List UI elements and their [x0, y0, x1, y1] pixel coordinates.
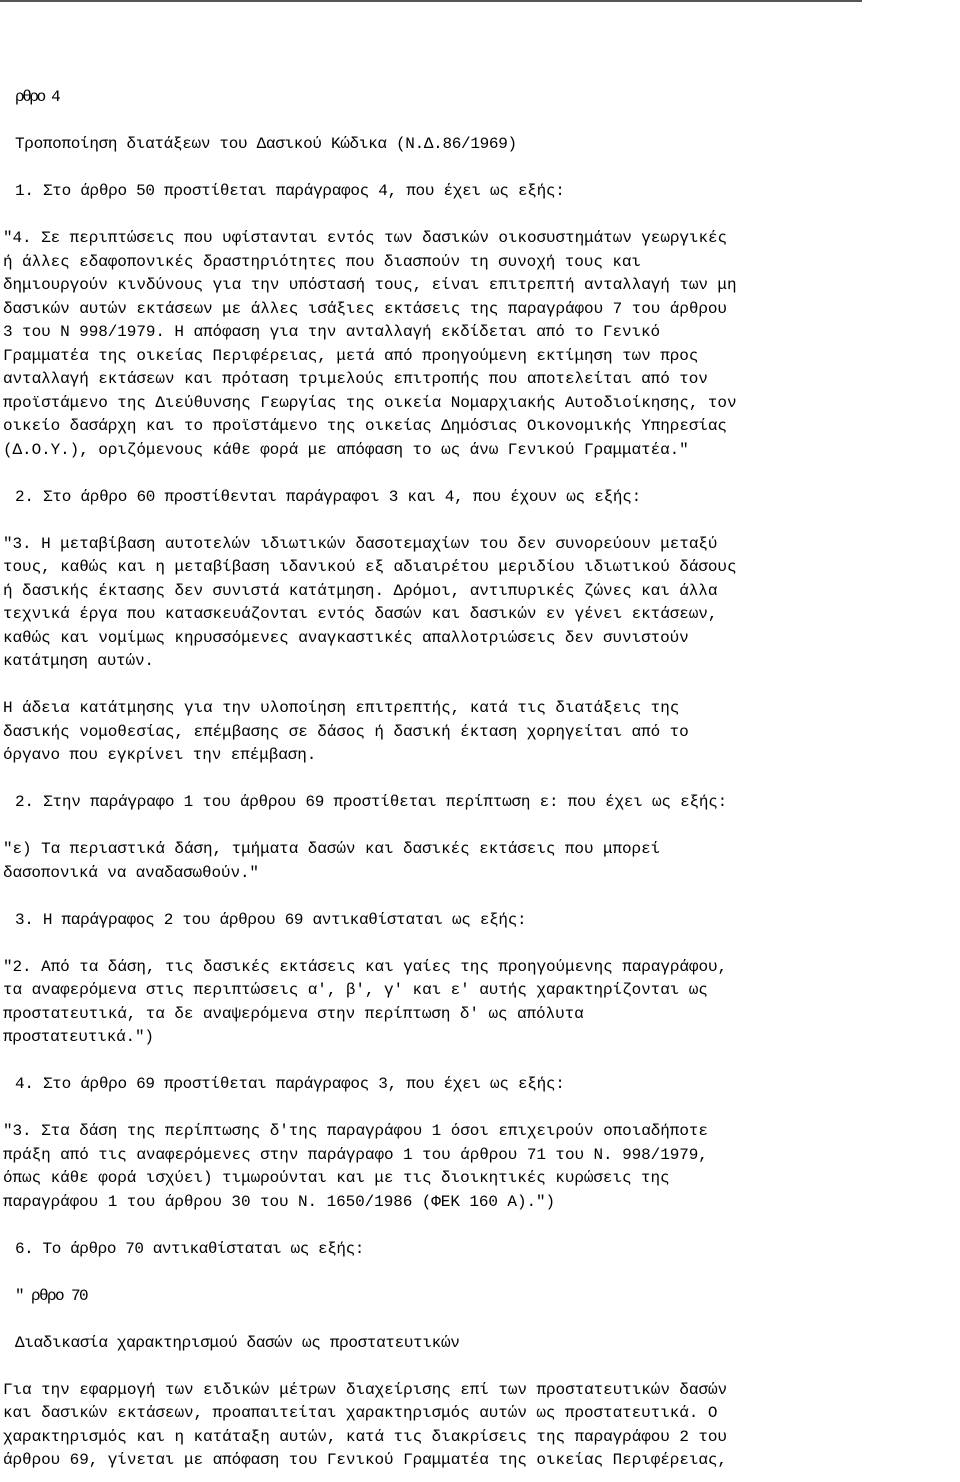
text-line: και δασικών εκτάσεων, προαπαιτείται χαρακτηρισμός αυτών ως προστατευτικά. Ο [3, 1404, 718, 1422]
text-line: δασικής νομοθεσίας, επέμβασης σε δάσος ή δασική έκταση χορηγείται από το [3, 722, 689, 741]
text-line: προστατευτικά.") [3, 1028, 154, 1046]
top-divider [0, 0, 862, 2]
paragraph [3, 486, 960, 510]
text-line: όργανο που εγκρίνει την επέμβαση. [3, 746, 317, 764]
text-line: δασοπονικά να αναδασωθούν." [3, 863, 259, 882]
paragraph [3, 133, 960, 157]
text-line: Γραμματέα της οικείας Περιφέρειας, μετά από προηγούμενη εκτίμηση των προς [3, 346, 699, 365]
paragraph [3, 1120, 960, 1214]
text-line: (Δ.Ο.Υ.), οριζόμενους κάθε φορά με απόφαση το ως άνω Γενικού Γραμματέα." [3, 440, 689, 459]
text-line: "3. Στα δάση της περίπτωσης δ'της παραγράφου 1 όσοι επιχειρούν οποιαδήποτε [3, 1122, 708, 1140]
text-line: "2. Από τα δάση, τις δασικές εκτάσεις και γαίες της προηγούμενης παραγράφου, [3, 957, 728, 976]
paragraph-gap [3, 110, 960, 134]
paragraph-gap [3, 204, 960, 228]
text-line: πράξη από τις αναφερόμενες στην παράγραφο 1 του άρθρου 71 του Ν. 998/1979, [3, 1145, 708, 1164]
paragraph-gap [3, 157, 960, 181]
paragraph-gap [3, 1355, 960, 1379]
paragraph [3, 1238, 960, 1262]
paragraph-gap [3, 509, 960, 533]
document-body [3, 86, 960, 1473]
paragraph-gap [3, 674, 960, 698]
paragraph-gap [3, 885, 960, 909]
text-line: όπως κάθε φορά ισχύει) τιμωρούνται και με τις διοικητικές κυρώσεις της [3, 1169, 670, 1187]
paragraph-gap [3, 932, 960, 956]
text-line: δασικών αυτών εκτάσεων με άλλες ισάξιες εκτάσεις της παραγράφου 7 του άρθρου [3, 299, 727, 318]
text-line: " ρθρο 70 [15, 1286, 87, 1305]
paragraph [3, 227, 960, 462]
text-line: τα αναφερόμενα στις περιπτώσεις α', β', γ' και ε' αυτής χαρακτηρίζονται ως [3, 981, 708, 999]
paragraph-gap [3, 1050, 960, 1074]
text-line: "ε) Τα περιαστικά δάση, τμήματα δασών και δασικές εκτάσεις που μπορεί [3, 840, 661, 858]
paragraph-gap [3, 815, 960, 839]
text-line: προϊστάμενο της Διεύθυνσης Γεωργίας της οικεία Νομαρχιακής Αυτοδιοίκησης, τον [3, 393, 737, 412]
text-line: 1. Στο άρθρο 50 προστίθεται παράγραφος 4, που έχει ως εξής: [15, 182, 565, 200]
paragraph-gap [3, 1097, 960, 1121]
text-line: 4. Στο άρθρο 69 προστίθεται παράγραφος 3, που έχει ως εξής: [15, 1075, 565, 1093]
text-line: ή δασικής έκτασης δεν συνιστά κατάτμηση. Δρόμοι, αντιπυρικές ζώνες και άλλα [3, 581, 718, 600]
paragraph [3, 697, 960, 768]
text-line: 6. Το άρθρο 70 αντικαθίσταται ως εξής: [15, 1239, 364, 1258]
text-line: οικείο δασάρχη και το προϊστάμενο της οικείας Δημόσιας Οικονομικής Υπηρεσίας [3, 417, 727, 435]
text-line: ή άλλες εδαφοπονικές δραστηριότητες που διασπούν τη συνοχή τους και [3, 252, 641, 271]
text-line: προστατευτικά, τα δε αναψερόμενα στην περίπτωση δ' ως απόλυτα [3, 1004, 584, 1023]
text-line: Για την εφαρμογή των ειδικών μέτρων διαχείρισης επί των προστατευτικών δασών [3, 1380, 728, 1399]
text-line: 3 του Ν 998/1979. Η απόφαση για την ανταλλαγή εκδίδεται από το Γενικό [3, 323, 661, 341]
paragraph [3, 1285, 960, 1309]
text-line: ανταλλαγή εκτάσεων και πρόταση τριμελούς επιτροπής που αποτελείται από τον [3, 370, 708, 388]
text-line: 2. Στο άρθρο 60 προστίθενται παράγραφοι 3 και 4, που έχουν ως εξής: [15, 487, 641, 506]
paragraph [3, 86, 960, 110]
paragraph [3, 1379, 960, 1473]
paragraph-gap [3, 1261, 960, 1285]
paragraph [3, 909, 960, 933]
text-line: άρθρου 69, γίνεται με απόφαση του Γενικού Γραμματέα της οικείας Περιφέρειας, [3, 1451, 727, 1469]
paragraph [3, 838, 960, 885]
paragraph [3, 791, 960, 815]
paragraph [3, 1073, 960, 1097]
paragraph-gap [3, 462, 960, 486]
paragraph [3, 1332, 960, 1356]
text-line: ρθρο 4 [15, 88, 59, 106]
text-line: Η άδεια κατάτμησης για την υλοποίηση επιτρεπτής, κατά τις διατάξεις της [3, 699, 680, 717]
paragraph [3, 533, 960, 674]
text-line: Διαδικασία χαρακτηρισμού δασών ως προστατευτικών [15, 1333, 460, 1352]
text-line: "4. Σε περιπτώσεις που υφίστανται εντός των δασικών οικοσυστημάτων γεωργικές [3, 229, 728, 247]
text-line: δημιουργούν κινδύνους για την υπόστασή τους, είναι επιτρεπτή ανταλλαγή των μη [3, 276, 737, 294]
text-line: τους, καθώς και η μεταβίβαση ιδανικού εξ αδιαιρέτου μεριδίου ιδιωτικού δάσους [3, 558, 737, 576]
text-line: 2. Στην παράγραφο 1 του άρθρου 69 προστίθεται περίπτωση ε: που έχει ως εξής: [15, 793, 727, 811]
text-line: Τροποποίηση διατάξεων του Δασικού Κώδικα (Ν.Δ.86/1969) [15, 135, 517, 153]
text-line: κατάτμηση αυτών. [3, 652, 154, 670]
paragraph-gap [3, 1214, 960, 1238]
text-line: χαρακτηρισμός και η κατάταξη αυτών, κατά τις διακρίσεις της παραγράφου 2 του [3, 1427, 727, 1446]
text-line: τεχνικά έργα που κατασκευάζονται εντός δασών και δασικών εν γένει εκτάσεων, [3, 605, 718, 623]
text-line: παραγράφου 1 του άρθρου 30 του Ν. 1650/1986 (ΦΕΚ 160 Α).") [3, 1192, 556, 1211]
paragraph [3, 956, 960, 1050]
paragraph [3, 180, 960, 204]
paragraph-gap [3, 1308, 960, 1332]
text-line: "3. Η μεταβίβαση αυτοτελών ιδιωτικών δασοτεμαχίων του δεν συνορεύουν μεταξύ [3, 534, 718, 553]
text-line: καθώς και νομίμως κηρυσσόμενες αναγκαστικές απαλλοτριώσεις δεν συνιστούν [3, 628, 689, 647]
text-line: 3. Η παράγραφος 2 του άρθρου 69 αντικαθίσταται ως εξής: [15, 910, 527, 929]
paragraph-gap [3, 768, 960, 792]
